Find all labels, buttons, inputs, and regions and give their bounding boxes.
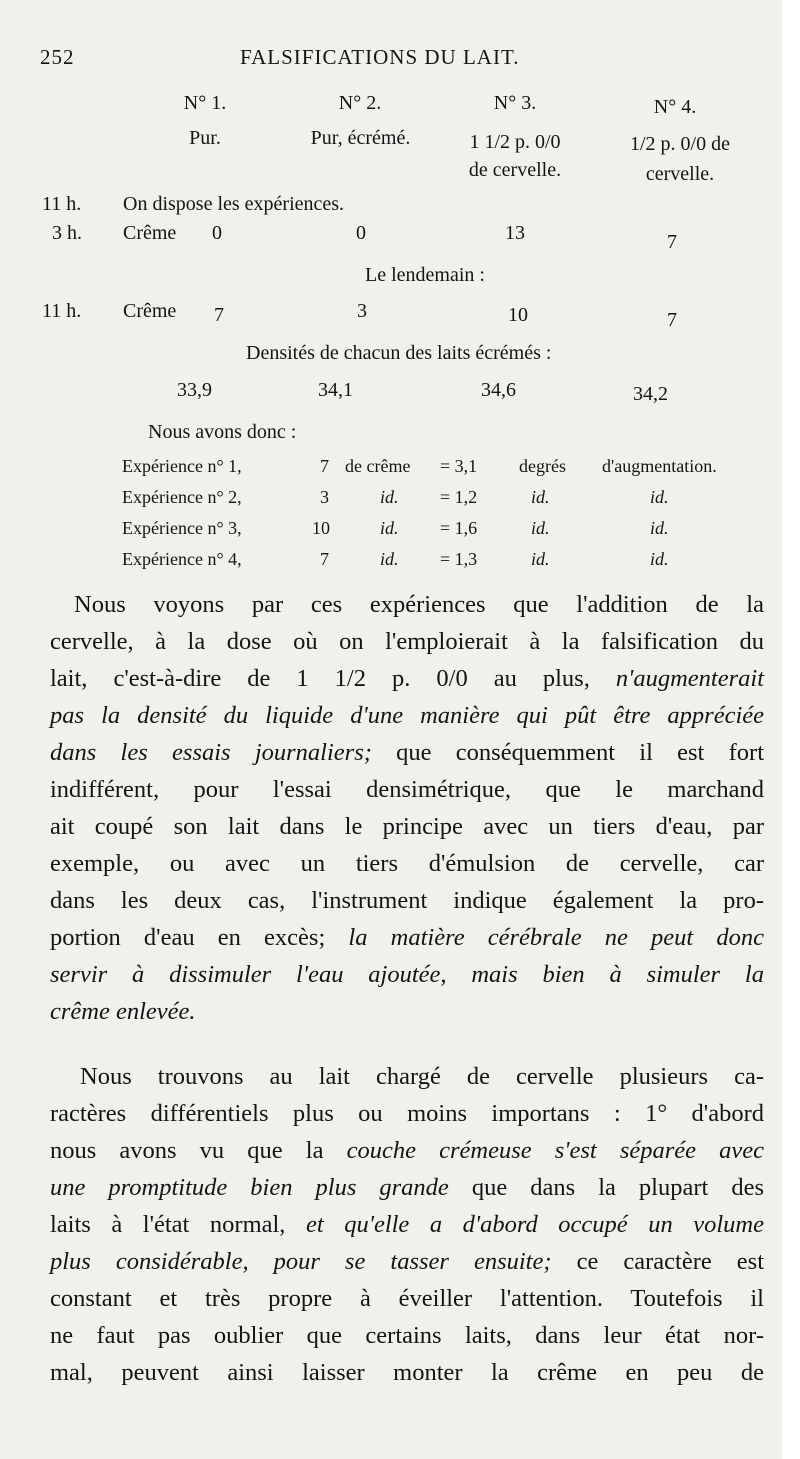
text-line: exemple, ou avec un tiers d'émulsion de cervelle, car: [50, 850, 764, 877]
experience-n: 10: [312, 518, 330, 538]
text-line: [50, 739, 764, 767]
text-line: [50, 1211, 764, 1239]
column-label-2: cervelle.: [645, 163, 715, 185]
italic-run: n'augmenterait: [615, 665, 764, 692]
text-run: portion d'eau en excès;: [50, 924, 326, 951]
row-time: 11 h.: [42, 193, 82, 215]
row-value: 7: [667, 231, 677, 253]
row-value: 3: [357, 300, 367, 322]
text-line: [50, 1174, 764, 1202]
row-value: 7: [214, 304, 224, 326]
experience-aug: id.: [650, 487, 669, 507]
text-line: cervelle, à la dose où on l'emploierait à la falsification du: [50, 628, 764, 655]
experience-deg: id.: [531, 487, 550, 507]
experience-word: id.: [380, 518, 399, 538]
density-value: 34,1: [318, 379, 353, 401]
experience-deg: id.: [531, 518, 550, 538]
column-number: N° 4.: [653, 96, 697, 118]
column-label: Pur, écrémé.: [310, 127, 411, 149]
column-label: Pur.: [189, 127, 221, 149]
column-number: N° 2.: [338, 92, 382, 114]
row-value: 0: [356, 222, 366, 244]
text-line: [50, 924, 764, 952]
experience-aug: id.: [650, 549, 669, 569]
row-value: 10: [508, 304, 528, 326]
text-line: dans les deux cas, l'instrument indique également la pro-: [50, 887, 764, 914]
section-note: Le lendemain :: [365, 264, 485, 286]
row-label: Crême: [123, 300, 177, 322]
italic-line: servir à dissimuler l'eau ajoutée, mais bien à simuler la: [50, 961, 764, 988]
text-line: [50, 665, 764, 693]
column-label-2: de cervelle.: [468, 159, 562, 181]
experience-eq: = 3,1: [440, 456, 478, 476]
row-value: 0: [212, 222, 222, 244]
experience-deg: id.: [531, 549, 550, 569]
text-run: que conséquemment il est fort: [396, 739, 764, 766]
experience-label: Expérience n° 1,: [122, 456, 242, 476]
experience-eq: = 1,2: [440, 487, 478, 507]
page-title: FALSIFICATIONS DU LAIT.: [240, 45, 520, 69]
italic-run: une promptitude bien plus grande: [50, 1174, 449, 1201]
text-line: constant et très propre à éveiller l'attention. Toutefois il: [50, 1285, 764, 1312]
experience-n: 3: [320, 487, 329, 507]
text-run: nous avons vu que la: [50, 1137, 324, 1164]
column-label: 1/2 p. 0/0 de: [630, 133, 730, 155]
row-value: 7: [667, 309, 677, 331]
experience-word: id.: [380, 549, 399, 569]
italic-run: plus considérable, pour se tasser ensuite;: [50, 1248, 552, 1275]
text-line: Nous voyons par ces expériences que l'addition de la: [74, 591, 764, 618]
text-line: [50, 1248, 764, 1276]
page-edge: [782, 0, 800, 1459]
experience-word: de crême: [345, 456, 411, 476]
experience-label: Expérience n° 2,: [122, 487, 242, 507]
text-line: mal, peuvent ainsi laisser monter la crême en peu de: [50, 1359, 764, 1386]
experience-label: Expérience n° 4,: [122, 549, 242, 569]
text-line: [50, 1137, 764, 1165]
experience-n: 7: [320, 549, 329, 569]
text-line: ractères différentiels plus ou moins importans : 1° d'abord: [50, 1100, 764, 1127]
experience-label: Expérience n° 3,: [122, 518, 242, 538]
experience-deg: degrés: [519, 456, 566, 476]
text-line: ne faut pas oublier que certains laits, dans leur état nor-: [50, 1322, 764, 1349]
text-run: laits à l'état normal,: [50, 1211, 286, 1238]
densites-title: Densités de chacun des laits écrémés :: [246, 342, 552, 364]
text-line: ait coupé son lait dans le principe avec un tiers d'eau, par: [50, 813, 764, 840]
experience-n: 7: [320, 456, 329, 476]
experience-aug: d'augmentation.: [602, 456, 717, 476]
column-label: 1 1/2 p. 0/0: [469, 131, 561, 153]
text-run: lait, c'est-à-dire de 1 1/2 p. 0/0 au plus,: [50, 665, 590, 692]
column-number: N° 3.: [493, 92, 537, 114]
italic-line: crême enlevée.: [50, 998, 196, 1025]
italic-run: dans les essais journaliers;: [50, 739, 372, 766]
row-time: 11 h.: [42, 300, 82, 322]
experience-eq: = 1,3: [440, 549, 478, 569]
experience-word: id.: [380, 487, 399, 507]
italic-run: et qu'elle a d'abord occupé un volume: [305, 1211, 764, 1238]
text-run: ce caractère est: [576, 1248, 764, 1275]
italic-run: couche crémeuse s'est séparée avec: [346, 1137, 765, 1164]
density-value: 33,9: [177, 379, 212, 401]
row-text: On dispose les expériences.: [123, 193, 345, 215]
row-label: Crême: [123, 222, 177, 244]
summary-title: Nous avons donc :: [148, 421, 297, 443]
column-number: N° 1.: [183, 92, 227, 114]
density-value: 34,2: [633, 383, 668, 405]
text-line: indifférent, pour l'essai densimétrique, que le marchand: [50, 776, 764, 803]
italic-run: la matière cérébrale ne peut donc: [348, 924, 765, 951]
page-number: 252: [40, 45, 75, 69]
experience-eq: = 1,6: [440, 518, 478, 538]
row-time: 3 h.: [52, 222, 82, 244]
experience-aug: id.: [650, 518, 669, 538]
text-line: Nous trouvons au lait chargé de cervelle plusieurs ca-: [80, 1063, 764, 1090]
row-value: 13: [505, 222, 525, 244]
text-run: que dans la plupart des: [471, 1174, 765, 1201]
density-value: 34,6: [481, 379, 516, 401]
italic-line: pas la densité du liquide d'une manière qui pût être appréciée: [50, 702, 764, 729]
